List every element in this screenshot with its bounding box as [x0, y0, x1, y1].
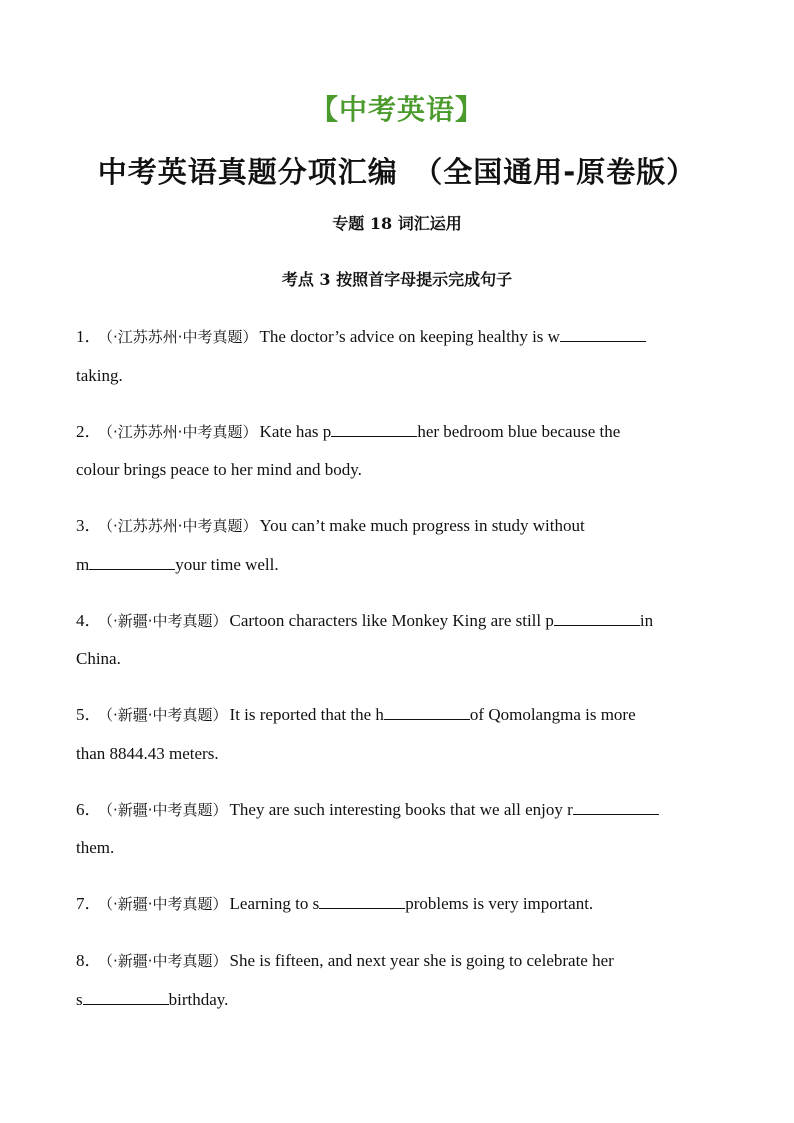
question-number: 8． — [76, 951, 102, 970]
question-text-continued: taking. — [76, 365, 123, 385]
question-text: Kate has p — [259, 421, 332, 441]
question-item — [76, 507, 736, 583]
question-text-continued: s — [76, 989, 83, 1009]
answer-blank[interactable] — [560, 326, 646, 342]
question-item — [76, 791, 736, 867]
question-source: （·新疆·中考真题） — [105, 952, 228, 970]
question-text-after: problems is very important. — [405, 894, 594, 913]
question-source: （·新疆·中考真题） — [105, 800, 228, 819]
question-number: 6． — [76, 799, 102, 819]
answer-blank[interactable] — [384, 704, 470, 720]
question-number: 4． — [76, 610, 102, 630]
question-text-continued: China. — [76, 649, 121, 668]
answer-blank[interactable] — [554, 609, 640, 625]
answer-blank[interactable] — [89, 553, 175, 569]
question-text: They are such interesting books that we all enjoy r — [229, 799, 573, 819]
question-text-continued: colour brings peace to her mind and body. — [76, 460, 362, 479]
question-text-after: your time well. — [175, 554, 279, 574]
question-text: Cartoon characters like Monkey King are still p — [229, 610, 554, 630]
question-number: 5． — [76, 705, 102, 724]
banner-title: 【中考英语】 — [309, 93, 484, 126]
question-text-continued: them. — [76, 838, 115, 857]
question-text-continued: than 8844.43 meters. — [76, 743, 219, 763]
question-source: （·江苏苏州·中考真题） — [105, 422, 258, 441]
topic-subtitle: 专题 18 词汇运用 — [332, 214, 462, 233]
question-item — [76, 413, 736, 489]
question-item — [76, 885, 736, 924]
page-title: 中考英语真题分项汇编 （全国通用-原卷版） — [97, 155, 697, 189]
question-text: You can’t make much progress in study without — [259, 516, 585, 535]
question-text-after: in — [639, 610, 654, 630]
question-item — [76, 942, 736, 1018]
question-text: Learning to s — [229, 894, 320, 913]
question-source: （·新疆·中考真题） — [105, 706, 228, 724]
question-number: 3． — [76, 516, 102, 535]
question-number: 2． — [76, 421, 102, 441]
question-text: She is fifteen, and next year she is going to celebrate her — [229, 951, 614, 970]
question-text-after: of Qomolangma is more — [469, 705, 636, 724]
question-number: 1． — [76, 327, 102, 346]
question-source: （·江苏苏州·中考真题） — [105, 328, 258, 346]
section-heading: 考点 3 按照首字母提示完成句子 — [281, 270, 513, 289]
question-text: It is reported that the h — [229, 705, 384, 724]
question-source: （·江苏苏州·中考真题） — [105, 517, 258, 535]
answer-blank[interactable] — [319, 893, 405, 909]
question-number: 7． — [76, 894, 102, 913]
answer-blank[interactable] — [83, 988, 169, 1004]
question-item — [76, 696, 736, 772]
answer-blank[interactable] — [331, 420, 417, 436]
question-list — [76, 318, 736, 1037]
question-item — [76, 318, 736, 394]
answer-blank[interactable] — [573, 798, 659, 814]
question-text-continued: m — [76, 554, 90, 574]
question-item — [76, 602, 736, 678]
question-text: The doctor’s advice on keeping healthy is w — [259, 327, 560, 346]
question-text-after: her bedroom blue because the — [417, 421, 621, 441]
question-text-after: birthday. — [168, 989, 229, 1009]
question-source: （·新疆·中考真题） — [105, 611, 228, 630]
question-source: （·新疆·中考真题） — [105, 895, 228, 913]
